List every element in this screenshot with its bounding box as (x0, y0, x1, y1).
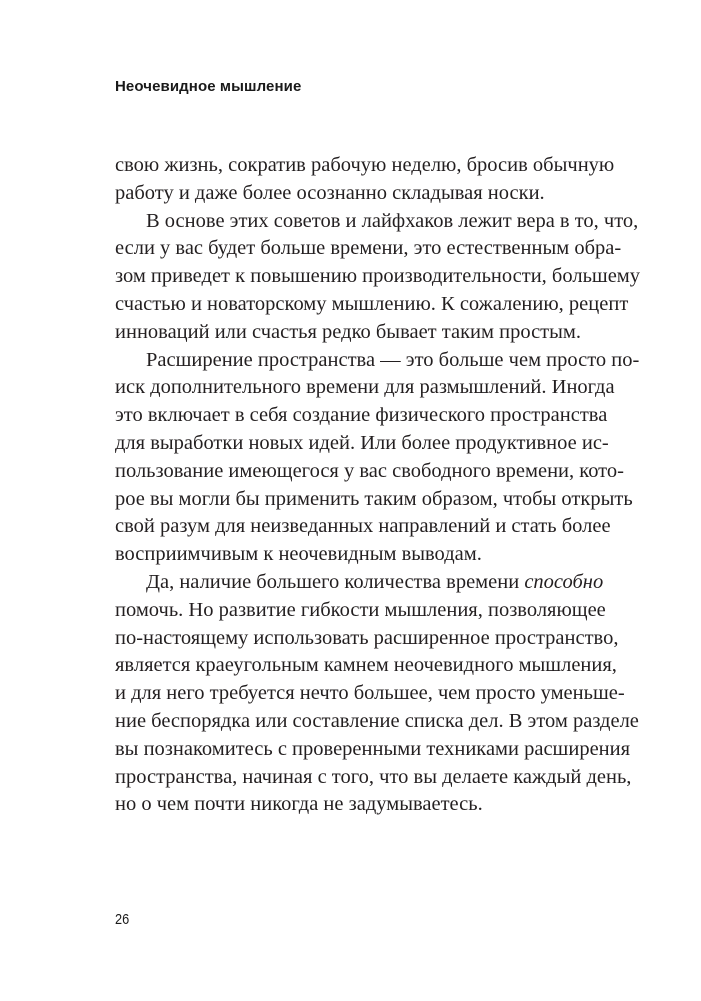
text-line: В основе этих советов и лайфхаков лежит вера в то, что, (146, 209, 639, 232)
text-line: Расширение пространства — это больше чем просто по- (146, 348, 640, 371)
page-number: 26 (115, 911, 130, 928)
text-line: рое вы могли бы применить таким образом, чтобы открыть (115, 487, 633, 510)
running-header-title: Неочевидное мышление (115, 78, 302, 95)
text-line: пространства, начиная с того, что вы делаете каждый день, (115, 765, 632, 788)
text-line: восприимчивым к неочевидным выводам. (115, 543, 482, 566)
text-line: это включает в себя создание физического пространства (115, 404, 608, 427)
text-line: счастью и новаторскому мышлению. К сожалению, рецепт (115, 292, 629, 315)
text-line: если у вас будет больше времени, это естественным обра- (115, 237, 622, 260)
text-line: является краеугольным камнем неочевидного мышления, (115, 654, 617, 677)
paragraph-2 (115, 208, 641, 347)
text-line: и для него требуется нечто большее, чем просто уменьше- (115, 682, 625, 705)
paragraph-1 (115, 152, 615, 208)
text-line: иск дополнительного времени для размышлений. Иногда (115, 376, 615, 399)
text-line: свою жизнь, сократив рабочую неделю, бросив обычную (115, 154, 615, 176)
text-line: пользование имеющегося у вас свободного времени, кото- (115, 459, 624, 482)
text-line: по-настоящему использовать расширенное пространство, (115, 626, 619, 649)
text-line: инноваций или счастья редко бывает таким простым. (115, 320, 582, 343)
text-line: помочь. Но развитие гибкости мышления, позволяющее (115, 598, 606, 621)
text-line: свой разум для неизведанных направлений и стать более (115, 515, 611, 538)
text-run: Да, наличие большего количества времени (146, 570, 525, 593)
paragraph-4 (115, 569, 639, 819)
text-line: вы познакомитесь с проверенными техниками расширения (115, 737, 631, 760)
paragraph-3 (115, 347, 640, 569)
body-text (115, 152, 641, 819)
text-line: для выработки новых идей. Или более продуктивное ис- (115, 431, 609, 454)
text-line: ние беспорядка или составление списка дел. В этом разделе (115, 709, 639, 732)
text-line (115, 569, 604, 597)
text-line: работу и даже более осознанно складывая носки. (115, 181, 545, 204)
italic-emphasis: способно (524, 570, 604, 593)
text-line: зом приведет к повышению производительности, большему (115, 265, 641, 288)
text-line: но о чем почти никогда не задумываетесь. (115, 793, 483, 816)
